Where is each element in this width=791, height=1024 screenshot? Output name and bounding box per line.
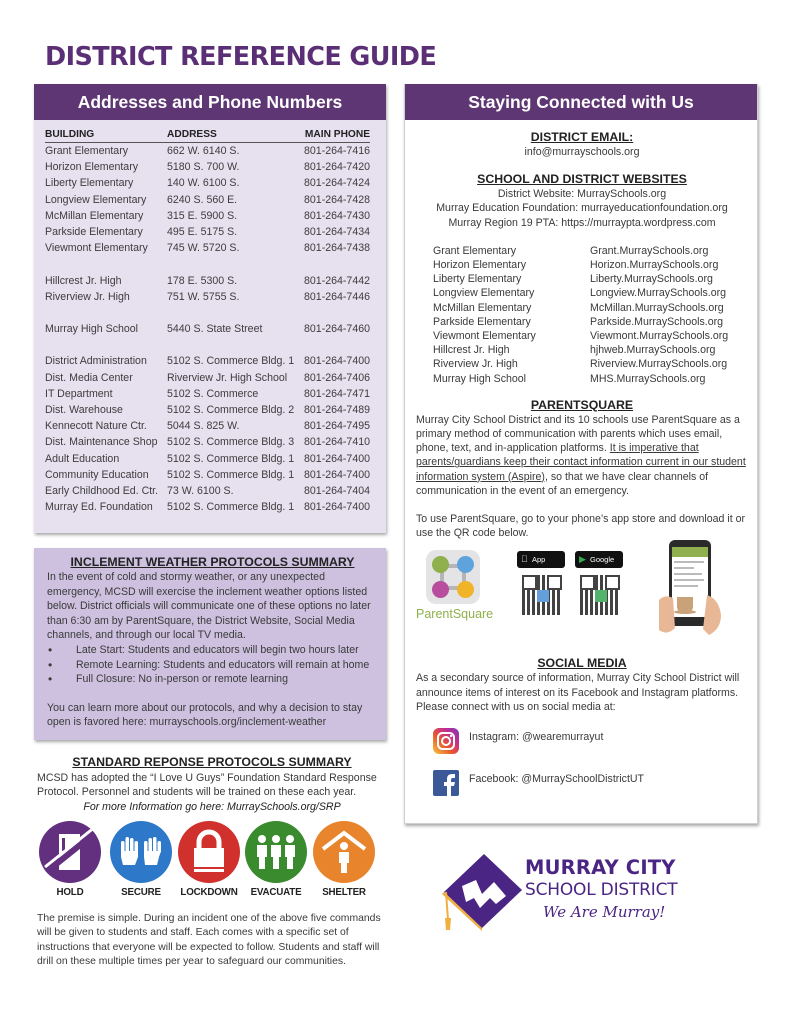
building-cell: McMillan Elementary xyxy=(45,209,144,222)
table-row xyxy=(45,224,370,240)
instagram-icon xyxy=(433,728,459,754)
phone-cell[interactable]: 801-264-7404 xyxy=(304,484,370,497)
building-cell: Dist. Maintenance Shop xyxy=(45,436,158,449)
building-cell: Early Childhood Ed. Ctr. xyxy=(45,484,159,497)
address-cell: 315 E. 5900 S. xyxy=(167,209,238,222)
building-cell: Riverview Jr. High xyxy=(45,290,130,303)
address-cell: 5102 S. Commerce xyxy=(167,387,259,400)
school-website-link[interactable]: Longview.MurraySchools.org xyxy=(590,287,727,300)
weather-options-list xyxy=(47,643,378,687)
weather-more-info: You can learn more about our protocols, and why a decision to stay open is favored here: murrayschools.org/inclement-weather xyxy=(47,701,363,729)
weather-panel xyxy=(34,548,386,740)
connected-header: Staying Connected with Us xyxy=(405,84,757,120)
google-play-qr-code[interactable] xyxy=(578,573,622,617)
column-header-address: ADDRESS xyxy=(167,129,217,140)
srp-label: SHELTER xyxy=(322,887,366,898)
social-intro: As a secondary source of information, Murray City School District will announce items of interest on its Facebook and Instagram platforms. Please connect with us on social media at: xyxy=(416,672,740,713)
list-item xyxy=(433,301,748,315)
srp-command-shelter xyxy=(311,821,377,900)
weather-option: • Full Closure: No in-person or remote learning xyxy=(47,672,378,687)
table-row xyxy=(45,159,370,175)
phone-cell[interactable]: 801-264-7438 xyxy=(304,242,370,255)
list-item xyxy=(433,272,748,286)
school-name: Parkside Elementary xyxy=(433,315,531,328)
social-title: SOCIAL MEDIA xyxy=(537,656,627,671)
address-cell: 5440 S. State Street xyxy=(167,323,263,336)
srp-command-lockdown xyxy=(176,821,242,900)
phone-cell[interactable]: 801-264-7460 xyxy=(304,323,370,336)
phone-cell[interactable]: 801-264-7446 xyxy=(304,290,370,303)
building-cell: IT Department xyxy=(45,387,113,400)
phone-cell[interactable]: 801-264-7410 xyxy=(304,436,370,449)
address-cell: 495 E. 5175 S. xyxy=(167,225,238,238)
address-cell: 178 E. 5300 S. xyxy=(167,274,238,287)
school-website-link[interactable]: Grant.MurraySchools.org xyxy=(590,244,709,257)
srp-command-hold xyxy=(37,821,103,900)
list-item xyxy=(433,244,748,258)
parentsquare-imperative: It is imperative that parents/guardians keep their contact information current in our student information system (Aspire) xyxy=(416,442,746,483)
school-website-link[interactable]: Riverview.MurraySchools.org xyxy=(590,358,728,371)
weather-intro: In the event of cold and stormy weather, or any unexpected emergency, MCSD will exercise the inclement weather options listed below. District officials will communicate one of these options no later than 6:30 am by ParentSquare, the District Website, Social Media channels, and through our local TV media. xyxy=(47,571,371,642)
building-cell: Adult Education xyxy=(45,452,120,465)
app-store-qr-center-icon xyxy=(537,590,549,602)
foundation-website-link[interactable]: Murray Education Foundation: murrayeducationfoundation.org xyxy=(436,202,728,215)
building-cell: Horizon Elementary xyxy=(45,161,139,174)
phone-cell[interactable]: 801-264-7428 xyxy=(304,193,370,206)
connected-body xyxy=(416,130,748,812)
column-header-phone: MAIN PHONE xyxy=(304,129,370,140)
parentsquare-text-a: Murray City School District and its 10 schools use ParentSquare as a primary method of communication with parents which uses email, phone, text, and in-application platforms. xyxy=(416,413,740,455)
school-name: Hillcrest Jr. High xyxy=(433,344,510,357)
building-cell: Murray Ed. Foundation xyxy=(45,501,153,514)
address-cell: 140 W. 6100 S. xyxy=(167,177,240,190)
phone-cell[interactable]: 801-264-7400 xyxy=(304,501,370,514)
school-website-link[interactable]: Horizon.MurraySchools.org xyxy=(590,259,719,271)
parentsquare-description xyxy=(416,413,748,498)
building-cell: Dist. Warehouse xyxy=(45,404,123,416)
phone-cell[interactable]: 801-264-7471 xyxy=(304,387,370,400)
address-cell: 5102 S. Commerce Bldg. 1 xyxy=(167,501,295,514)
list-item xyxy=(433,329,748,343)
srp-more-link[interactable]: For more Information go here: MurraySchools.org/SRP xyxy=(83,800,341,813)
srp-section xyxy=(37,755,387,968)
table-row xyxy=(45,370,370,386)
table-row xyxy=(45,321,370,337)
table-row xyxy=(45,289,370,305)
school-name: Horizon Elementary xyxy=(433,259,527,271)
table-row xyxy=(45,418,370,434)
app-store-badge[interactable] xyxy=(517,551,565,568)
phone-cell[interactable]: 801-264-7416 xyxy=(304,145,370,157)
group-spacer xyxy=(45,337,370,353)
parentsquare-images xyxy=(416,548,748,648)
building-cell: Longview Elementary xyxy=(45,193,147,206)
table-row xyxy=(45,353,370,369)
building-cell: Murray High School xyxy=(45,323,139,336)
facebook-handle[interactable]: Facebook: @MurraySchoolDistrictUT xyxy=(469,772,645,785)
list-item xyxy=(433,343,748,357)
district-email-link[interactable]: info@murrayschools.org xyxy=(524,146,640,158)
table-row xyxy=(45,483,370,499)
phone-cell[interactable]: 801-264-7400 xyxy=(304,468,370,481)
parentsquare-logo xyxy=(416,550,496,621)
building-cell: Community Education xyxy=(45,468,149,481)
parentsquare-logo-text: ParentSquare xyxy=(416,607,494,622)
phone-cell[interactable]: 801-264-7406 xyxy=(304,371,370,384)
school-website-link[interactable]: Liberty.MurraySchools.org xyxy=(590,273,713,286)
mortarboard-m-icon xyxy=(440,852,524,932)
address-cell: 745 W. 5720 S. xyxy=(167,242,240,255)
building-cell: Dist. Media Center xyxy=(45,371,133,384)
table-row xyxy=(45,273,370,289)
district-website-link[interactable]: District Website: MurraySchools.org xyxy=(497,188,667,201)
building-cell: Hillcrest Jr. High xyxy=(45,274,122,287)
google-play-label: Google xyxy=(590,555,615,565)
phone-cell[interactable]: 801-264-7434 xyxy=(304,225,370,238)
school-name: Liberty Elementary xyxy=(433,273,522,286)
addresses-table xyxy=(45,129,370,515)
phone-cell[interactable]: 801-264-7400 xyxy=(304,355,370,368)
address-cell: Riverview Jr. High School xyxy=(167,371,288,384)
table-row xyxy=(45,175,370,191)
parentsquare-instructions: To use ParentSquare, go to your phone’s app store and download it or use the QR code below. xyxy=(416,512,746,540)
school-websites-list xyxy=(416,244,748,386)
srp-label: SECURE xyxy=(121,887,161,898)
table-row xyxy=(45,386,370,402)
srp-premise: The premise is simple. During an incident one of the above five commands will be given to students and staff. Each comes with a specific set of instructions that everyone will be expected to follow. Students and staff will drill on these multiple times per year to safeguard our communities. xyxy=(37,913,381,968)
address-cell: 5180 S. 700 W. xyxy=(167,161,240,174)
srp-label: EVACUATE xyxy=(250,887,302,898)
padlock-icon xyxy=(178,821,240,883)
building-cell: Kennecott Nature Ctr. xyxy=(45,420,147,433)
social-list xyxy=(416,728,748,812)
building-cell: Grant Elementary xyxy=(45,145,129,157)
school-website-link[interactable]: MHS.MurraySchools.org xyxy=(590,372,706,385)
instagram-item[interactable] xyxy=(433,728,748,770)
pta-website-link[interactable]: Murray Region 19 PTA: https://murraypta.wordpress.com xyxy=(448,216,716,229)
google-play-qr-center-icon xyxy=(595,590,607,602)
address-cell: 662 W. 6140 S. xyxy=(167,145,240,157)
logo-line-1: MURRAY CITY xyxy=(525,856,676,879)
srp-title: STANDARD REPONSE PROTOCOLS SUMMARY xyxy=(72,755,352,769)
list-item xyxy=(433,258,748,272)
table-row xyxy=(45,451,370,467)
table-row xyxy=(45,499,370,515)
school-website-link[interactable]: McMillan.MurraySchools.org xyxy=(590,301,724,314)
list-item xyxy=(433,286,748,300)
building-cell: Viewmont Elementary xyxy=(45,242,148,255)
srp-commands xyxy=(37,821,387,901)
address-cell: 751 W. 5755 S. xyxy=(167,290,240,303)
table-row xyxy=(45,192,370,208)
srp-label: HOLD xyxy=(56,887,84,898)
weather-option: • Late Start: Students and educators will begin two hours later xyxy=(47,643,378,658)
list-item xyxy=(433,372,748,386)
srp-label: LOCKDOWN xyxy=(180,887,238,898)
addresses-header: Addresses and Phone Numbers xyxy=(34,84,386,120)
building-cell: Parkside Elementary xyxy=(45,225,143,238)
phone-in-hand-image xyxy=(659,540,725,638)
facebook-icon xyxy=(433,770,459,796)
websites-title: SCHOOL AND DISTRICT WEBSITES xyxy=(477,172,687,187)
phone-cell[interactable]: 801-264-7424 xyxy=(304,177,370,190)
phone-cell[interactable]: 801-264-7400 xyxy=(304,452,370,465)
instagram-handle[interactable]: Instagram: @wearemurrayut xyxy=(469,730,604,743)
phone-cell[interactable]: 801-264-7430 xyxy=(304,209,370,222)
app-store-label: App xyxy=(532,555,546,565)
group-spacer xyxy=(45,256,370,272)
school-website-link[interactable]: hjhweb.MurraySchools.org xyxy=(590,344,716,357)
school-name: Longview Elementary xyxy=(433,287,535,300)
list-item xyxy=(433,357,748,371)
srp-intro: MCSD has adopted the “I Love U Guys” Foundation Standard Response Protocol. Personnel and students will be trained on these each year. xyxy=(37,772,377,799)
phone-cell[interactable]: 801-264-7442 xyxy=(304,274,370,287)
address-cell: 5102 S. Commerce Bldg. 3 xyxy=(167,436,295,449)
school-name: Riverview Jr. High xyxy=(433,358,518,371)
table-row xyxy=(45,240,370,256)
person-roof-icon xyxy=(313,821,375,883)
table-row xyxy=(45,143,370,159)
address-cell: 5102 S. Commerce Bldg. 1 xyxy=(167,452,295,465)
column-header-building: BUILDING xyxy=(45,129,95,140)
hands-icon xyxy=(110,821,172,883)
group-spacer xyxy=(45,305,370,321)
parentsquare-app-icon xyxy=(426,550,480,604)
people-icon xyxy=(245,821,307,883)
email-title: DISTRICT EMAIL: xyxy=(530,130,634,144)
srp-command-evacuate xyxy=(243,821,309,900)
phone-cell[interactable]: 801-264-7420 xyxy=(304,161,370,174)
addresses-table-header xyxy=(45,129,370,143)
table-row xyxy=(45,402,370,418)
address-cell: 5102 S. Commerce Bldg. 2 xyxy=(167,404,295,416)
page-title: DISTRICT REFERENCE GUIDE xyxy=(45,42,437,72)
phone-cell[interactable]: 801-264-7495 xyxy=(304,420,370,433)
address-cell: 6240 S. 560 E. xyxy=(167,193,238,206)
play-icon: ▶ xyxy=(579,554,586,565)
logo-tagline: We Are Murray! xyxy=(543,903,666,921)
logo-line-2: SCHOOL DISTRICT xyxy=(525,880,678,900)
connected-panel xyxy=(404,84,758,824)
apple-icon xyxy=(521,551,528,568)
school-name: Murray High School xyxy=(433,372,527,385)
google-play-badge[interactable] xyxy=(575,551,623,568)
facebook-item[interactable] xyxy=(433,770,748,812)
phone-cell[interactable]: 801-264-7489 xyxy=(304,404,370,416)
building-cell: District Administration xyxy=(45,355,147,368)
table-row xyxy=(45,434,370,450)
weather-title: INCLEMENT WEATHER PROTOCOLS SUMMARY xyxy=(70,555,355,569)
school-website-link[interactable]: Parkside.MurraySchools.org xyxy=(590,315,724,328)
address-cell: 5102 S. Commerce Bldg. 1 xyxy=(167,355,295,368)
table-row xyxy=(45,467,370,483)
district-logo xyxy=(440,852,700,932)
list-item xyxy=(433,315,748,329)
parentsquare-title: PARENTSQUARE xyxy=(530,397,634,412)
door-icon xyxy=(39,821,101,883)
school-name: Viewmont Elementary xyxy=(433,329,536,342)
srp-command-secure xyxy=(108,821,174,900)
parentsquare-text-b: , so that we have clear channels of communication in the event of an emergency. xyxy=(416,470,709,497)
school-name: Grant Elementary xyxy=(433,244,517,257)
table-row xyxy=(45,208,370,224)
address-cell: 73 W. 6100 S. xyxy=(167,484,234,497)
weather-option: • Remote Learning: Students and educators will remain at home xyxy=(47,658,378,673)
school-website-link[interactable]: Viewmont.MurraySchools.org xyxy=(590,329,729,342)
building-cell: Liberty Elementary xyxy=(45,177,134,190)
address-cell: 5102 S. Commerce Bldg. 1 xyxy=(167,468,295,481)
address-cell: 5044 S. 825 W. xyxy=(167,420,240,433)
app-store-qr-code[interactable] xyxy=(520,573,564,617)
addresses-panel xyxy=(34,84,386,533)
addresses-rows xyxy=(45,143,370,515)
school-name: McMillan Elementary xyxy=(433,301,532,314)
